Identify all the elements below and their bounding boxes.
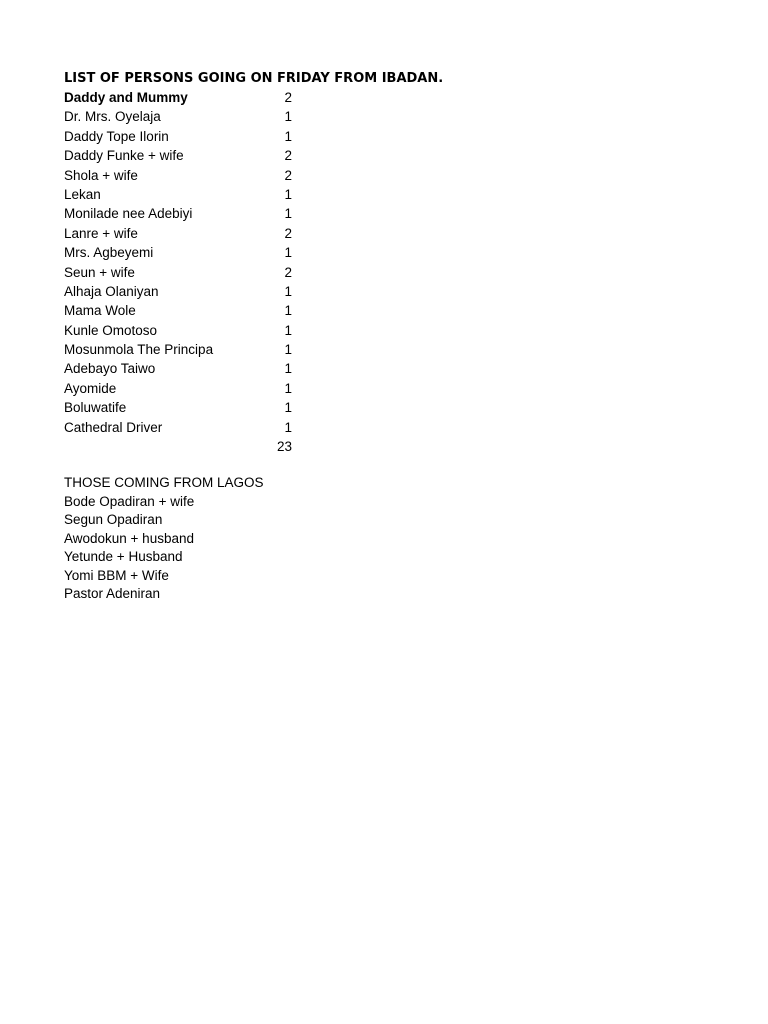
list-item bbox=[64, 185, 304, 204]
person-name: Boluwatife bbox=[64, 400, 127, 416]
person-name: Kunle Omotoso bbox=[64, 322, 158, 338]
person-count: 2 bbox=[284, 90, 292, 105]
person-count: 1 bbox=[284, 283, 292, 299]
person-name: Mrs. Agbeyemi bbox=[64, 245, 154, 261]
total-row bbox=[64, 437, 304, 456]
person-name: Mama Wole bbox=[64, 303, 136, 319]
page-title: LIST OF PERSONS GOING ON FRIDAY FROM IBADAN. bbox=[64, 71, 444, 86]
ibadan-list bbox=[64, 88, 304, 456]
person-count: 1 bbox=[284, 128, 292, 144]
list-item bbox=[64, 146, 304, 165]
list-item bbox=[64, 166, 304, 185]
person-count: 1 bbox=[284, 206, 292, 222]
person-count: 2 bbox=[284, 148, 292, 164]
list-item: Segun Opadiran bbox=[64, 512, 163, 527]
person-name: Monilade nee Adebiyi bbox=[64, 206, 193, 222]
person-count: 1 bbox=[284, 186, 292, 202]
list-item: Pastor Adeniran bbox=[64, 586, 161, 601]
total-count: 23 bbox=[276, 439, 292, 455]
section-heading: THOSE COMING FROM LAGOS bbox=[64, 475, 264, 490]
list-item bbox=[64, 204, 304, 223]
list-item: Yetunde + Husband bbox=[64, 549, 183, 564]
person-name: Seun + wife bbox=[64, 264, 135, 280]
lagos-list bbox=[64, 474, 264, 604]
list-item bbox=[64, 107, 304, 126]
list-item bbox=[64, 88, 304, 107]
person-count: 2 bbox=[284, 225, 292, 241]
person-count: 2 bbox=[284, 167, 292, 183]
person-name: Shola + wife bbox=[64, 167, 138, 183]
person-count: 1 bbox=[284, 400, 292, 416]
list-item bbox=[64, 127, 304, 146]
person-name: Daddy Funke + wife bbox=[64, 148, 184, 164]
person-name: Daddy and Mummy bbox=[64, 90, 188, 105]
list-item bbox=[64, 282, 304, 301]
person-count: 1 bbox=[284, 380, 292, 396]
list-item bbox=[64, 243, 304, 262]
person-name: Alhaja Olaniyan bbox=[64, 283, 159, 299]
list-item bbox=[64, 301, 304, 320]
list-item bbox=[64, 359, 304, 378]
person-count: 1 bbox=[284, 419, 292, 435]
person-count: 1 bbox=[284, 361, 292, 377]
person-name: Daddy Tope Ilorin bbox=[64, 128, 169, 144]
person-count: 1 bbox=[284, 342, 292, 358]
list-item bbox=[64, 379, 304, 398]
list-item: Awodokun + husband bbox=[64, 530, 194, 546]
list-item bbox=[64, 321, 304, 340]
list-item bbox=[64, 224, 304, 243]
person-count: 1 bbox=[284, 109, 292, 125]
list-item: Yomi BBM + Wife bbox=[64, 567, 169, 583]
person-name: Dr. Mrs. Oyelaja bbox=[64, 109, 161, 125]
list-item bbox=[64, 340, 304, 359]
list-item: Bode Opadiran + wife bbox=[64, 493, 195, 509]
person-name: Cathedral Driver bbox=[64, 419, 163, 435]
person-count: 1 bbox=[284, 245, 292, 261]
person-name: Lekan bbox=[64, 186, 101, 202]
person-name: Adebayo Taiwo bbox=[64, 361, 156, 377]
person-count: 2 bbox=[284, 264, 292, 280]
person-count: 1 bbox=[284, 303, 292, 319]
person-name: Mosunmola The Principa bbox=[64, 342, 214, 358]
list-item bbox=[64, 418, 304, 437]
list-item bbox=[64, 263, 304, 282]
person-name: Ayomide bbox=[64, 380, 117, 396]
list-item bbox=[64, 398, 304, 417]
person-name: Lanre + wife bbox=[64, 225, 138, 241]
person-count: 1 bbox=[284, 322, 292, 338]
